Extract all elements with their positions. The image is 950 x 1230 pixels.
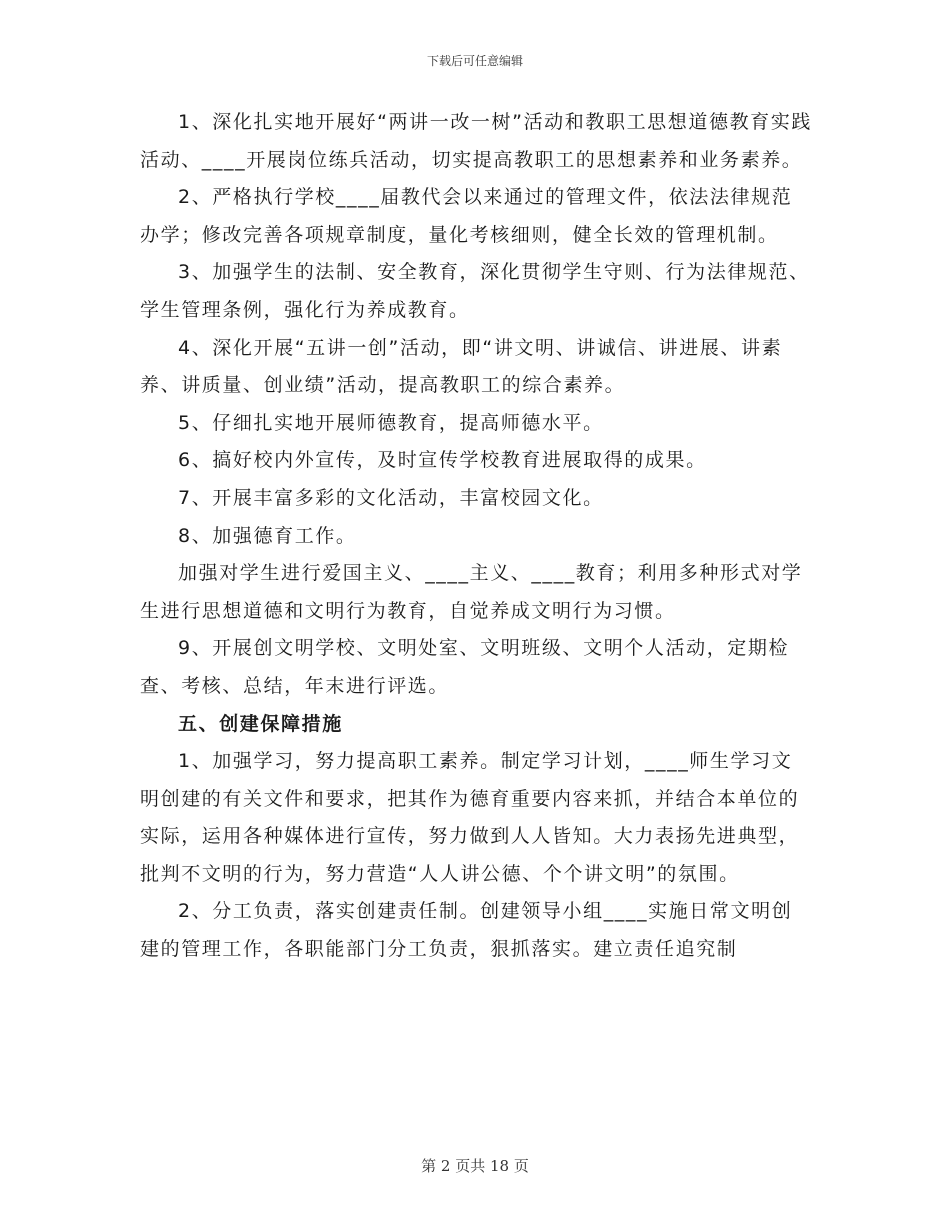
paragraph-item-1: 1、深化扎实地开展好“两讲一改一树”活动和教职工思想道德教育实践活动、____开展岗位练兵活动，切实提高教职工的思想素养和业务素养。 bbox=[140, 111, 812, 171]
paragraph-item-7: 7、开展丰富多彩的文化活动，丰富校园文化。 bbox=[178, 486, 604, 509]
page-footer: 第 2 页共 18 页 bbox=[421, 1157, 529, 1175]
paragraph-item-9: 9、开展创文明学校、文明处室、文明班级、文明个人活动，定期检查、考核、总结，年末进行评选。 bbox=[140, 637, 790, 697]
paragraph-item-3: 3、加强学生的法制、安全教育，深化贯彻学生守则、行为法律规范、学生管理条例，强化行为养成教育。 bbox=[140, 261, 810, 321]
paragraph-moral-education: 加强对学生进行爱国主义、____主义、____教育；利用多种形式对学生进行思想道德和文明行为教育，自觉养成文明行为习惯。 bbox=[140, 562, 803, 622]
paragraph-item-5: 5、仔细扎实地开展师德教育，提高师德水平。 bbox=[178, 411, 604, 434]
paragraph-item-6: 6、搞好校内外宣传，及时宣传学校教育进展取得的成果。 bbox=[178, 449, 707, 472]
document-body bbox=[140, 104, 812, 969]
page-header: 下载后可任意编辑 bbox=[426, 54, 523, 68]
paragraph-measure-2: 2、分工负责，落实创建责任制。创建领导小组____实施日常文明创建的管理工作，各职能部门分工负责，狠抓落实。建立责任追究制 bbox=[140, 900, 793, 961]
paragraph-item-4: 4、深化开展“五讲一创”活动，即“讲文明、讲诚信、讲进展、讲素养、讲质量、创业绩”活动，提高教职工的综合素养。 bbox=[140, 336, 783, 397]
paragraph-measure-1: 1、加强学习，努力提高职工素养。制定学习计划，____师生学习文明创建的有关文件和要求，把其作为德育重要内容来抓，并结合本单位的实际，运用各种媒体进行宣传，努力做到人人皆知。大力表扬先进典型，批判不文明的行为，努力营造“人人讲公德、个个讲文明”的氛围。 bbox=[140, 750, 800, 885]
paragraph-item-8: 8、加强德育工作。 bbox=[178, 524, 357, 547]
paragraph-item-2: 2、严格执行学校____届教代会以来通过的管理文件，依法法律规范办学；修改完善各项规章制度，量化考核细则，健全长效的管理机制。 bbox=[140, 186, 793, 246]
section-heading: 五、创建保障措施 bbox=[178, 712, 343, 735]
